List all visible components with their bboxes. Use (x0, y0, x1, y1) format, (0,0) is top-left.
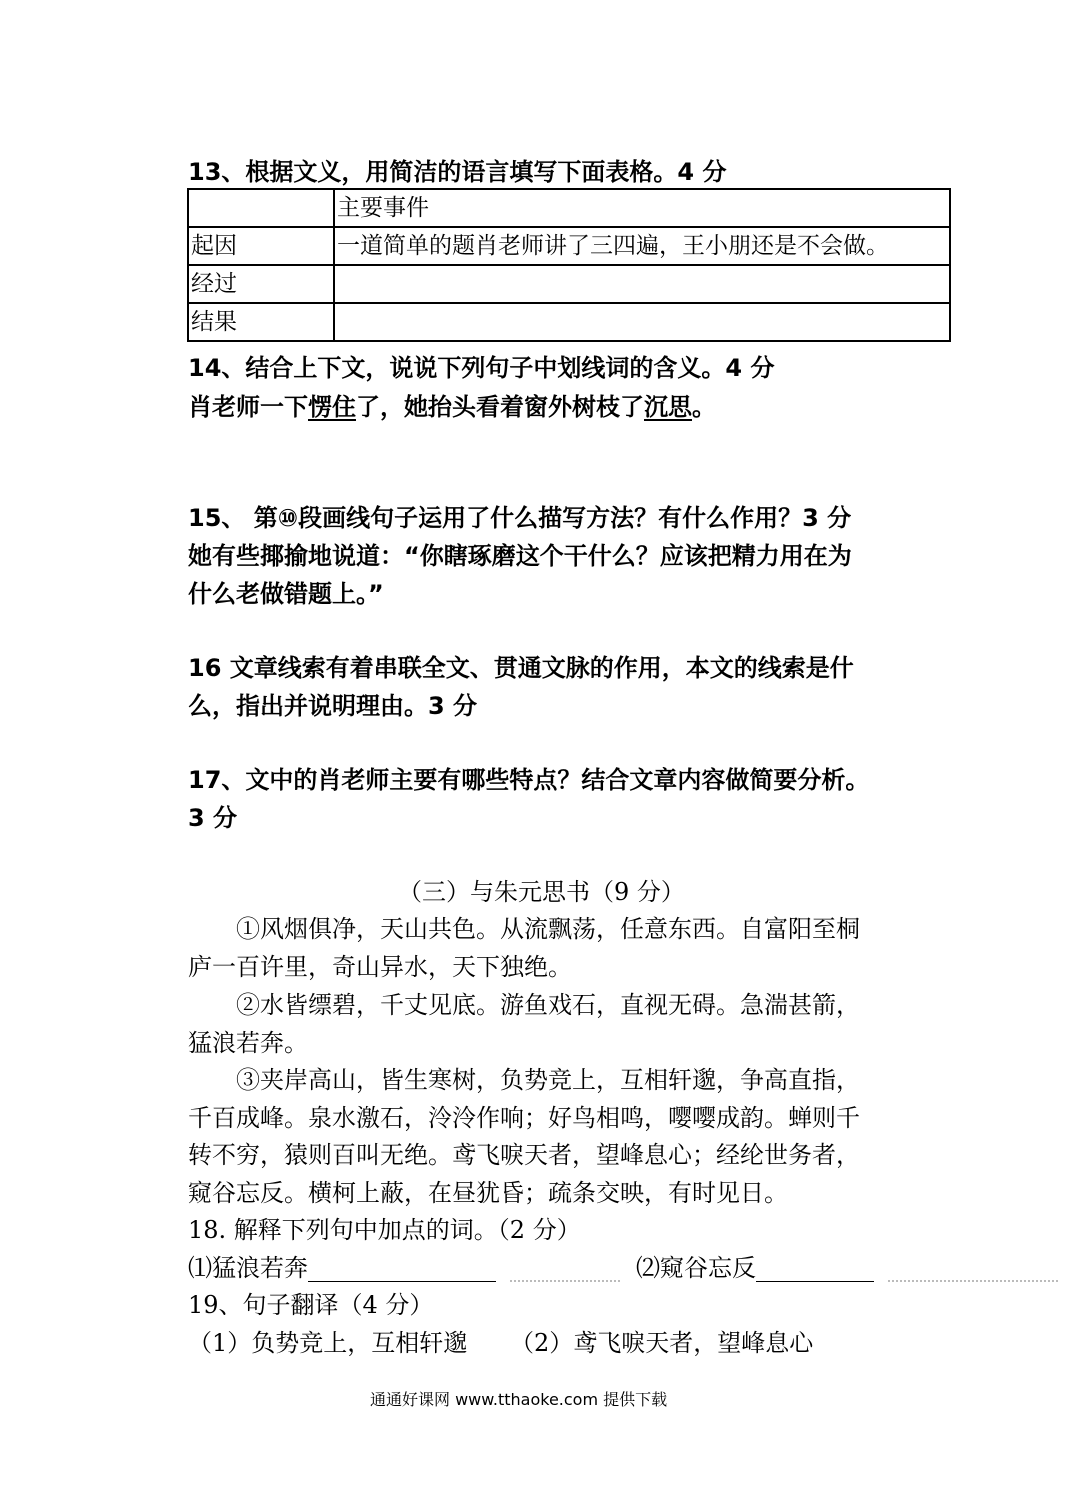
table-cell-label: 经过 (188, 265, 334, 303)
passage-line: 庐一百许里，奇山异水，天下独绝。 (188, 953, 572, 981)
answer-blank[interactable] (308, 1257, 496, 1282)
table-header-row (188, 189, 950, 227)
q18-item-label: ⑴猛浪若奔 (188, 1254, 308, 1282)
q13-title: 13、根据文义，用简洁的语言填写下面表格。4 分 (188, 158, 727, 186)
table-row (188, 303, 950, 341)
q19-item: （1）负势竞上，互相轩邈 (188, 1329, 468, 1357)
q15-quote-line: 她有些揶揄地说道：“你瞎琢磨这个干什么？应该把精力用在为 (188, 542, 852, 570)
q14-sentence-part: 。 (692, 393, 716, 421)
q14-sentence-part: 肖老师一下 (188, 393, 308, 421)
q17-line: 17、文中的肖老师主要有哪些特点？结合文章内容做简要分析。 (188, 766, 870, 794)
q19-item: （2）鸢飞唳天者，望峰息心 (510, 1329, 814, 1357)
q15-quote-line: 什么老做错题上。” (188, 580, 384, 608)
q14-sentence (188, 393, 716, 421)
table-row (188, 227, 950, 265)
passage-line: ①风烟俱净，天山共色。从流飘荡，任意东西。自富阳至桐 (236, 915, 860, 943)
table-row (188, 265, 950, 303)
table-cell-label: 起因 (188, 227, 334, 265)
passage-line: 窥谷忘反。横柯上蔽，在昼犹昏；疏条交映，有时见日。 (188, 1179, 788, 1207)
q18-title: 18. 解释下列句中加点的词。（2 分） (188, 1216, 581, 1244)
q18-item-label: ⑵窥谷忘反 (636, 1254, 756, 1282)
q14-title: 14、结合上下文，说说下列句子中划线词的含义。4 分 (188, 354, 775, 382)
section-heading: （三）与朱元思书（9 分） (398, 878, 685, 906)
table-cell-label: 结果 (188, 303, 334, 341)
q17-line: 3 分 (188, 804, 238, 832)
passage-line: ③夹岸高山，皆生寒树，负势竞上，互相轩邈，争高直指， (236, 1066, 860, 1094)
q13-table (187, 188, 951, 342)
footer-text: 通通好课网 www.tthaoke.com 提供下载 (370, 1390, 668, 1409)
q16-line: 么，指出并说明理由。3 分 (188, 692, 478, 720)
q14-sentence-part: 了，她抬头看着窗外树枝了 (356, 393, 644, 421)
dotted-leader (510, 1260, 620, 1282)
passage-line: 转不穷，猿则百叫无绝。鸢飞唳天者，望峰息心；经纶世务者， (188, 1141, 860, 1169)
table-header-cell (188, 189, 334, 227)
table-header-cell: 主要事件 (334, 189, 950, 227)
table-cell-value[interactable] (334, 303, 950, 341)
passage-line: 猛浪若奔。 (188, 1029, 308, 1057)
q18-item (188, 1254, 496, 1282)
q16-line: 16 文章线索有着串联全文、贯通文脉的作用，本文的线索是什 (188, 654, 854, 682)
table-cell-value: 一道简单的题肖老师讲了三四遍，王小朋还是不会做。 (334, 227, 950, 265)
q19-title: 19、句子翻译（4 分） (188, 1291, 434, 1319)
passage-line: ②水皆缥碧，千丈见底。游鱼戏石，直视无碍。急湍甚箭， (236, 991, 860, 1019)
q18-item (636, 1254, 874, 1282)
underlined-word: 愣住 (308, 393, 356, 421)
underlined-word: 沉思 (644, 393, 692, 421)
answer-blank[interactable] (756, 1257, 874, 1282)
dotted-leader (888, 1260, 1058, 1282)
passage-line: 千百成峰。泉水激石，泠泠作响；好鸟相鸣，嘤嘤成韵。蝉则千 (188, 1104, 860, 1132)
q15-title: 15、 第⑩段画线句子运用了什么描写方法？有什么作用？3 分 (188, 504, 852, 532)
table-cell-value[interactable] (334, 265, 950, 303)
